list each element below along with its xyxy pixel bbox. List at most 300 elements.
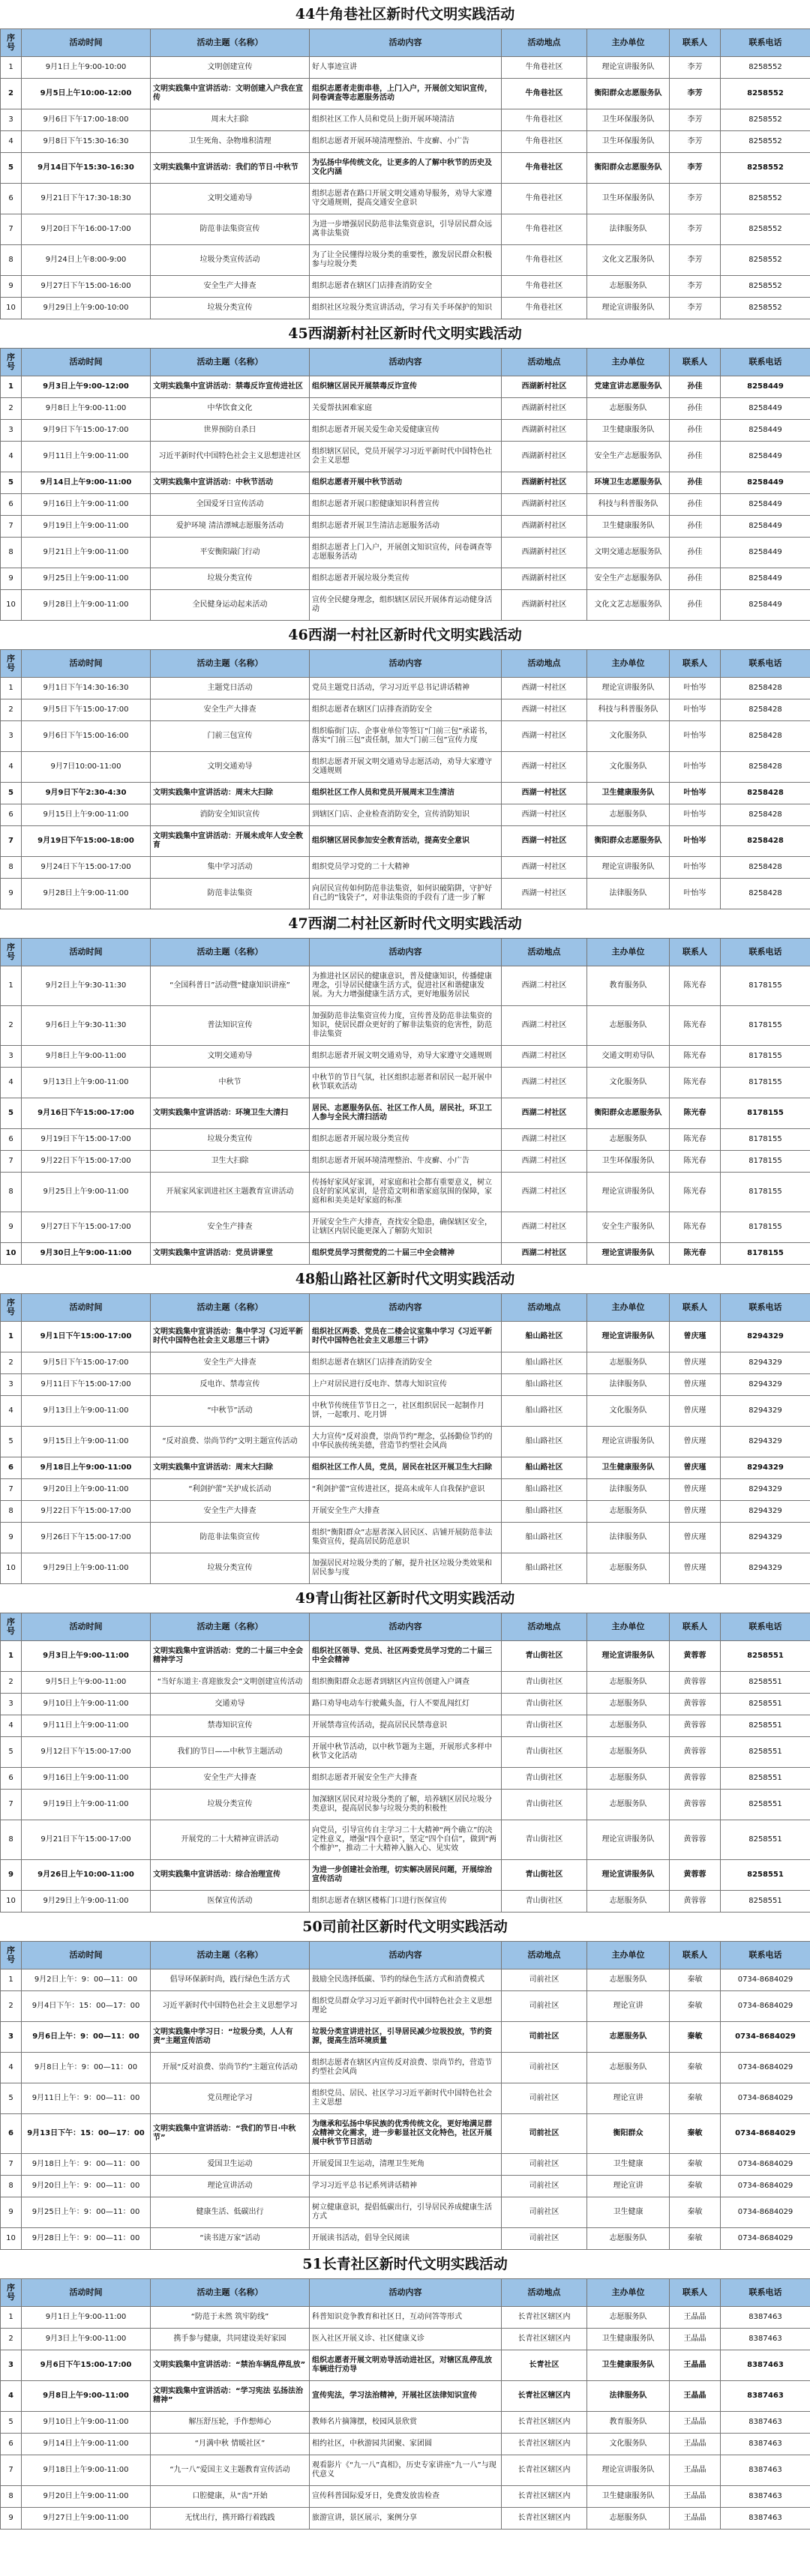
cell-place: 西湖新村社区	[502, 442, 587, 472]
cell-content: 组织志愿者开展关爱生命关爱健康宣传	[310, 420, 502, 442]
table-row	[1, 516, 810, 538]
cell-time: 9月8日上午9:00-11:00	[22, 2381, 151, 2412]
cell-phone: 8178155	[721, 1212, 810, 1243]
header-content: 活动内容	[310, 29, 502, 57]
cell-time: 9月6日下午17:00-18:00	[22, 109, 151, 131]
cell-theme: 交通劝导	[151, 1694, 310, 1715]
cell-organizer: 志愿服务队	[587, 1672, 670, 1694]
cell-phone: 8258428	[721, 721, 810, 752]
table-header-row	[1, 939, 810, 966]
cell-theme: 中华饮食文化	[151, 398, 310, 420]
cell-place: 西湖二村社区	[502, 1046, 587, 1068]
cell-place: 长青社区	[502, 2350, 587, 2381]
cell-organizer: 卫生健康服务队	[587, 2486, 670, 2508]
cell-time: 9月24日下午15:00-17:00	[22, 857, 151, 879]
table-row	[1, 1396, 810, 1427]
cell-place: 船山路社区	[502, 1427, 587, 1457]
cell-contact: 曾庆瑾	[670, 1352, 721, 1374]
cell-place: 西湖二村社区	[502, 1212, 587, 1243]
cell-index: 7	[1, 826, 22, 857]
cell-index: 7	[1, 2154, 22, 2176]
cell-place: 长青社区辖区内	[502, 2329, 587, 2350]
header-index: 序号	[1, 1294, 22, 1322]
cell-organizer: 教育服务队	[587, 2412, 670, 2434]
cell-organizer: 文化服务队	[587, 1396, 670, 1427]
cell-place: 牛角巷社区	[502, 184, 587, 214]
cell-contact: 叶怡岑	[670, 783, 721, 804]
table-row	[1, 2114, 810, 2154]
header-theme: 活动主题（名称）	[151, 1294, 310, 1322]
header-theme: 活动主题（名称）	[151, 1613, 310, 1641]
cell-contact: 秦敏	[670, 2228, 721, 2250]
cell-phone: 8387463	[721, 2381, 810, 2412]
cell-content: 开展安全生产大排查	[310, 1501, 502, 1523]
cell-contact: 王晶晶	[670, 2486, 721, 2508]
cell-theme: 文明实践集中宣讲活动：中秋节活动	[151, 472, 310, 494]
header-content: 活动内容	[310, 1942, 502, 1969]
cell-contact: 曾庆瑾	[670, 1427, 721, 1457]
cell-content: 组织社区工作人员和党员上街开展环境清洁	[310, 109, 502, 131]
cell-theme: 文明实践集中宣讲活动：开展未成年人安全教育	[151, 826, 310, 857]
cell-theme: 文明交通劝导	[151, 184, 310, 214]
table-row	[1, 2197, 810, 2228]
cell-theme: 垃圾分类宣传	[151, 1790, 310, 1820]
table-row	[1, 1715, 810, 1737]
cell-organizer: 文化服务队	[587, 1068, 670, 1098]
cell-index: 9	[1, 1212, 22, 1243]
table-row	[1, 2381, 810, 2412]
table-row	[1, 2154, 810, 2176]
cell-contact: 秦敏	[670, 2197, 721, 2228]
cell-index: 8	[1, 1173, 22, 1212]
cell-organizer: 志愿服务队	[587, 1006, 670, 1046]
header-contact: 联系人	[670, 1294, 721, 1322]
cell-theme: 垃圾分类宣传	[151, 568, 310, 590]
table-header-row	[1, 1613, 810, 1641]
cell-theme: 医保宣传活动	[151, 1891, 310, 1913]
activity-section	[0, 0, 810, 319]
cell-place: 长青社区辖区内	[502, 2455, 587, 2486]
cell-theme: 卫生死角、杂物堆积清理	[151, 131, 310, 153]
header-theme: 活动主题（名称）	[151, 939, 310, 966]
cell-phone: 0734-8684029	[721, 2053, 810, 2083]
table-row	[1, 2176, 810, 2197]
cell-content: 组织志愿者在辖区门店排查消防安全	[310, 276, 502, 298]
cell-content: 为弘扬中华传统文化，让更多的人了解中秋节的历史及文化内涵	[310, 153, 502, 184]
cell-theme: 文明实践集中宣讲活动：环境卫生大清扫	[151, 1098, 310, 1129]
cell-content: 组织社区工作人员，党员，居民在社区开展卫生大扫除	[310, 1457, 502, 1479]
cell-contact: 陈光春	[670, 1151, 721, 1173]
cell-theme: 健康生活、低碳出行	[151, 2197, 310, 2228]
cell-organizer: 理论宣讲服务队	[587, 678, 670, 699]
cell-organizer: 衡阳群众志愿服务队	[587, 826, 670, 857]
cell-place: 司前社区	[502, 2083, 587, 2114]
cell-phone: 8258428	[721, 699, 810, 721]
cell-place: 西湖二村社区	[502, 1243, 587, 1265]
header-index: 序号	[1, 1613, 22, 1641]
cell-contact: 陈光春	[670, 1068, 721, 1098]
cell-phone: 8258428	[721, 752, 810, 783]
cell-index: 3	[1, 2350, 22, 2381]
table-row	[1, 2412, 810, 2434]
cell-organizer: 党建宣讲志愿服务队	[587, 376, 670, 398]
cell-organizer: 理论宣讲	[587, 1991, 670, 2022]
cell-contact: 叶怡岑	[670, 752, 721, 783]
cell-contact: 曾庆瑾	[670, 1374, 721, 1396]
cell-organizer: 文化文艺服务队	[587, 245, 670, 276]
cell-phone: 0734-8684029	[721, 1991, 810, 2022]
cell-organizer: 志愿服务队	[587, 276, 670, 298]
header-content: 活动内容	[310, 349, 502, 376]
cell-theme: 安全生产排查	[151, 1212, 310, 1243]
table-row	[1, 1820, 810, 1860]
cell-place: 西湖二村社区	[502, 1151, 587, 1173]
header-phone: 联系电话	[721, 1613, 810, 1641]
table-row	[1, 1427, 810, 1457]
cell-phone: 8294329	[721, 1352, 810, 1374]
cell-content: 向居民宣传如何防范非法集资，如何识破陷阱，守护好自己的“钱袋子”，对非法集资的手段有了进一步了解	[310, 879, 502, 909]
cell-place: 青山街社区	[502, 1694, 587, 1715]
cell-index: 5	[1, 2083, 22, 2114]
table-row	[1, 57, 810, 79]
cell-organizer: 卫生环保服务队	[587, 184, 670, 214]
cell-index: 1	[1, 1641, 22, 1672]
cell-index: 6	[1, 2114, 22, 2154]
cell-index: 4	[1, 131, 22, 153]
cell-time: 9月6日上午：9：00—11：00	[22, 2022, 151, 2053]
cell-place: 西湖新村社区	[502, 516, 587, 538]
table-row	[1, 1322, 810, 1352]
cell-time: 9月28日上午9:00-11:00	[22, 879, 151, 909]
cell-phone: 8258552	[721, 109, 810, 131]
cell-content: 组织志愿者开展环境清理整治、牛皮癣、小广告	[310, 1151, 502, 1173]
cell-phone: 8258428	[721, 783, 810, 804]
cell-content: “利剑护蕾”宣传进社区，提高未成年人自我保护意识	[310, 1479, 502, 1501]
cell-organizer: 理论宣讲服务队	[587, 298, 670, 319]
cell-place: 牛角巷社区	[502, 131, 587, 153]
cell-content: 组织党员群众学习习近平新时代中国特色社会主义思想理论	[310, 1991, 502, 2022]
cell-theme: 文明实践集中宣讲活动：周末大扫除	[151, 783, 310, 804]
table-row	[1, 109, 810, 131]
header-contact: 联系人	[670, 29, 721, 57]
cell-index: 7	[1, 1790, 22, 1820]
cell-content: 科普知识竞争教育和社区日，互动问答等形式	[310, 2307, 502, 2329]
cell-organizer: 理论宣讲服务队	[587, 1243, 670, 1265]
cell-organizer: 理论宣讲服务队	[587, 1322, 670, 1352]
cell-organizer: 志愿服务队	[587, 1737, 670, 1768]
cell-contact: 曾庆瑾	[670, 1553, 721, 1584]
cell-phone: 8387463	[721, 2434, 810, 2455]
table-row	[1, 1553, 810, 1584]
cell-contact: 王晶晶	[670, 2455, 721, 2486]
cell-contact: 孙佳	[670, 538, 721, 568]
header-phone: 联系电话	[721, 939, 810, 966]
cell-content: 组织志愿者开展文明交通劝导，劝导大家遵守交通规则	[310, 1046, 502, 1068]
cell-phone: 8258428	[721, 804, 810, 826]
table-row	[1, 472, 810, 494]
header-phone: 联系电话	[721, 349, 810, 376]
header-time: 活动时间	[22, 2279, 151, 2307]
cell-content: 组织志愿者开展卫生清洁志愿服务活动	[310, 516, 502, 538]
cell-phone: 8258552	[721, 131, 810, 153]
cell-contact: 叶怡岑	[670, 699, 721, 721]
cell-time: 9月19日下午15:00-18:00	[22, 826, 151, 857]
cell-place: 西湖二村社区	[502, 1129, 587, 1151]
cell-phone: 8387463	[721, 2307, 810, 2329]
cell-organizer: 卫生健康服务队	[587, 516, 670, 538]
section-title: 47西湖二村社区新时代文明实践活动	[288, 915, 522, 932]
header-contact: 联系人	[670, 939, 721, 966]
cell-index: 2	[1, 2329, 22, 2350]
cell-content: 组织志愿者上门入户，开展创文知识宣传，问卷调查等志愿服务活动	[310, 538, 502, 568]
table-row	[1, 214, 810, 245]
cell-contact: 曾庆瑾	[670, 1322, 721, 1352]
cell-organizer: 志愿服务队	[587, 1129, 670, 1151]
cell-time: 9月22日下午15:00-17:00	[22, 1501, 151, 1523]
cell-contact: 孙佳	[670, 420, 721, 442]
cell-contact: 陈光春	[670, 1129, 721, 1151]
cell-phone: 0734-8684029	[721, 2154, 810, 2176]
table-row	[1, 699, 810, 721]
cell-content: 宣传全民健身理念，组织辖区居民开展体育运动健身活动	[310, 590, 502, 621]
cell-theme: 文明实践集中宣讲活动：周末大扫除	[151, 1457, 310, 1479]
header-index: 序号	[1, 349, 22, 376]
cell-place: 长青社区辖区内	[502, 2434, 587, 2455]
activity-table	[0, 28, 810, 319]
header-place: 活动地点	[502, 1613, 587, 1641]
cell-place: 西湖二村社区	[502, 1068, 587, 1098]
cell-index: 5	[1, 2412, 22, 2434]
header-contact: 联系人	[670, 650, 721, 678]
cell-theme: “读书进万家”活动	[151, 2228, 310, 2250]
cell-content: 组织社区工作人员和党员开展周末卫生清洁	[310, 783, 502, 804]
cell-organizer: 文化服务队	[587, 2434, 670, 2455]
table-row	[1, 1694, 810, 1715]
cell-phone: 0734-8684029	[721, 2176, 810, 2197]
cell-organizer: 志愿服务队	[587, 2307, 670, 2329]
cell-time: 9月8日上午9:00-11:00	[22, 1046, 151, 1068]
table-row	[1, 2022, 810, 2053]
header-content: 活动内容	[310, 2279, 502, 2307]
cell-phone: 8258428	[721, 857, 810, 879]
cell-place: 西湖二村社区	[502, 966, 587, 1006]
cell-organizer: 卫生健康	[587, 2154, 670, 2176]
cell-theme: 文明实践集中宣讲活动：“禁治车辆乱停乱放”	[151, 2350, 310, 2381]
cell-time: 9月5日下午15:00-17:00	[22, 1352, 151, 1374]
cell-place: 西湖二村社区	[502, 1173, 587, 1212]
cell-place: 长青社区辖区内	[502, 2508, 587, 2530]
header-theme: 活动主题（名称）	[151, 2279, 310, 2307]
cell-content: 组织志愿者在辖区门店排查消防安全	[310, 699, 502, 721]
cell-time: 9月15日上午9:00-11:00	[22, 804, 151, 826]
cell-theme: 文明交通劝导	[151, 752, 310, 783]
cell-time: 9月28日上午：9：00—11：00	[22, 2228, 151, 2250]
cell-index: 8	[1, 857, 22, 879]
cell-content: 关爱帮扶困难家庭	[310, 398, 502, 420]
cell-place: 青山街社区	[502, 1820, 587, 1860]
cell-theme: 门前三包宣传	[151, 721, 310, 752]
cell-time: 9月16日下午15:00-17:00	[22, 1098, 151, 1129]
cell-index: 4	[1, 442, 22, 472]
section-title: 46西湖一村社区新时代文明实践活动	[288, 627, 522, 643]
cell-contact: 叶怡岑	[670, 804, 721, 826]
cell-content: 党员主题党日活动，学习习近平总书记讲话精神	[310, 678, 502, 699]
header-organizer: 主办单位	[587, 1613, 670, 1641]
cell-index: 8	[1, 2486, 22, 2508]
cell-theme: 卫生大扫除	[151, 1151, 310, 1173]
cell-phone: 0734-8684029	[721, 2197, 810, 2228]
cell-theme: 文明创建宣传	[151, 57, 310, 79]
cell-content: 组织志愿者在辖区内宣传反对浪费、崇尚节约，营造节约型社会风尚	[310, 2053, 502, 2083]
cell-theme: 安全生产大排查	[151, 1352, 310, 1374]
cell-content: 上户对居民进行反电诈、禁毒大知识宣传	[310, 1374, 502, 1396]
cell-organizer: 卫生环保服务队	[587, 1151, 670, 1173]
table-row	[1, 1479, 810, 1501]
cell-phone: 8294329	[721, 1427, 810, 1457]
cell-theme: 集中学习活动	[151, 857, 310, 879]
table-row	[1, 590, 810, 621]
cell-index: 5	[1, 1737, 22, 1768]
cell-place: 西湖一村社区	[502, 721, 587, 752]
cell-contact: 李芳	[670, 184, 721, 214]
header-index: 序号	[1, 29, 22, 57]
cell-place: 西湖新村社区	[502, 376, 587, 398]
cell-organizer: 理论宣讲服务队	[587, 1173, 670, 1212]
cell-contact: 李芳	[670, 298, 721, 319]
cell-index: 3	[1, 1694, 22, 1715]
cell-content: 组织志愿者开展安全生产大排查	[310, 1768, 502, 1790]
cell-place: 青山街社区	[502, 1737, 587, 1768]
cell-phone: 8258551	[721, 1672, 810, 1694]
cell-theme: 爱护环境 清洁漂城志愿服务活动	[151, 516, 310, 538]
cell-index: 3	[1, 721, 22, 752]
cell-index: 5	[1, 1098, 22, 1129]
activity-section	[0, 621, 810, 909]
cell-phone: 8258552	[721, 79, 810, 109]
header-organizer: 主办单位	[587, 2279, 670, 2307]
cell-theme: 全国爱牙日宣传活动	[151, 494, 310, 516]
header-contact: 联系人	[670, 349, 721, 376]
cell-place: 司前社区	[502, 2114, 587, 2154]
cell-phone: 8258552	[721, 276, 810, 298]
cell-contact: 孙佳	[670, 442, 721, 472]
table-header-row	[1, 650, 810, 678]
cell-contact: 曾庆瑾	[670, 1479, 721, 1501]
cell-content: 组织志愿者开展垃圾分类宣传	[310, 568, 502, 590]
cell-time: 9月20日上午9:00-11:00	[22, 1479, 151, 1501]
cell-contact: 王晶晶	[670, 2508, 721, 2530]
cell-index: 6	[1, 1457, 22, 1479]
table-row	[1, 1891, 810, 1913]
cell-content: 组织党员学习党的二十大精神	[310, 857, 502, 879]
cell-contact: 王晶晶	[670, 2307, 721, 2329]
header-place: 活动地点	[502, 349, 587, 376]
cell-theme: 文明实践集中宣讲活动：“我们的节日·中秋节”	[151, 2114, 310, 2154]
cell-content: 组织衡阳群众志愿者到辖区内宣传创建入户调查	[310, 1672, 502, 1694]
cell-index: 1	[1, 57, 22, 79]
cell-index: 1	[1, 376, 22, 398]
cell-phone: 8258449	[721, 398, 810, 420]
cell-organizer: 教育服务队	[587, 966, 670, 1006]
cell-contact: 孙佳	[670, 590, 721, 621]
cell-theme: 我们的节日——中秋节主题活动	[151, 1737, 310, 1768]
cell-place: 西湖一村社区	[502, 699, 587, 721]
cell-phone: 8178155	[721, 1129, 810, 1151]
cell-contact: 王晶晶	[670, 2412, 721, 2434]
header-theme: 活动主题（名称）	[151, 650, 310, 678]
cell-phone: 8294329	[721, 1322, 810, 1352]
cell-index: 2	[1, 1006, 22, 1046]
cell-index: 9	[1, 2197, 22, 2228]
activity-table	[0, 348, 810, 621]
cell-index: 1	[1, 678, 22, 699]
cell-index: 5	[1, 783, 22, 804]
table-row	[1, 1098, 810, 1129]
cell-phone: 8258449	[721, 420, 810, 442]
cell-organizer: 理论宣讲服务队	[587, 1641, 670, 1672]
cell-index: 9	[1, 2508, 22, 2530]
cell-phone: 8258449	[721, 376, 810, 398]
table-row	[1, 298, 810, 319]
cell-contact: 李芳	[670, 245, 721, 276]
cell-theme: 文明实践集中学习日：“垃圾分类，人人有责”主题宣传活动	[151, 2022, 310, 2053]
header-index: 序号	[1, 939, 22, 966]
cell-phone: 8258449	[721, 442, 810, 472]
cell-phone: 0734-8684029	[721, 2228, 810, 2250]
section-title: 50司前社区新时代文明实践活动	[302, 1919, 508, 1935]
cell-content: 教师名片摘簿摆，校园风景欣赏	[310, 2412, 502, 2434]
cell-organizer: 卫生环保服务队	[587, 131, 670, 153]
cell-theme: 爱国卫生运动	[151, 2154, 310, 2176]
cell-place: 司前社区	[502, 2228, 587, 2250]
cell-phone: 0734-8684029	[721, 2114, 810, 2154]
cell-organizer: 法律服务队	[587, 879, 670, 909]
cell-place: 西湖一村社区	[502, 879, 587, 909]
header-theme: 活动主题（名称）	[151, 349, 310, 376]
cell-place: 牛角巷社区	[502, 109, 587, 131]
cell-phone: 8258551	[721, 1715, 810, 1737]
cell-theme: 文明实践集中宣讲活动：党员讲课堂	[151, 1243, 310, 1265]
header-content: 活动内容	[310, 1294, 502, 1322]
cell-theme: “月满中秋 情暖社区”	[151, 2434, 310, 2455]
cell-time: 9月26日上午10:00-11:00	[22, 1860, 151, 1891]
cell-content: 组织志愿者在辖区门店排查消防安全	[310, 1352, 502, 1374]
table-row	[1, 804, 810, 826]
cell-content: 宣传科普国际爱牙日，免费发放齿检查	[310, 2486, 502, 2508]
cell-time: 9月25日上午9:00-11:00	[22, 1173, 151, 1212]
cell-phone: 8387463	[721, 2329, 810, 2350]
header-time: 活动时间	[22, 650, 151, 678]
cell-index: 2	[1, 398, 22, 420]
cell-theme: 世界预防自杀日	[151, 420, 310, 442]
cell-contact: 陈光春	[670, 966, 721, 1006]
cell-content: 组织社区两委、党员在二楼会议室集中学习《习近平新时代中国特色社会主义思想三十讲》	[310, 1322, 502, 1352]
table-row	[1, 1374, 810, 1396]
table-row	[1, 966, 810, 1006]
cell-time: 9月18日上午9:00-11:00	[22, 2455, 151, 2486]
cell-content: 组织志愿者开展口腔健康知识科普宣传	[310, 494, 502, 516]
cell-time: 9月9日下午15:00-17:00	[22, 420, 151, 442]
cell-organizer: 卫生健康服务队	[587, 1457, 670, 1479]
header-place: 活动地点	[502, 939, 587, 966]
table-row	[1, 376, 810, 398]
cell-phone: 8258449	[721, 538, 810, 568]
cell-theme: 倡导环保新时尚，践行绿色生活方式	[151, 1969, 310, 1991]
cell-time: 9月2日上午：9：00—11：00	[22, 1969, 151, 1991]
table-row	[1, 1006, 810, 1046]
cell-contact: 王晶晶	[670, 2381, 721, 2412]
header-phone: 联系电话	[721, 1294, 810, 1322]
